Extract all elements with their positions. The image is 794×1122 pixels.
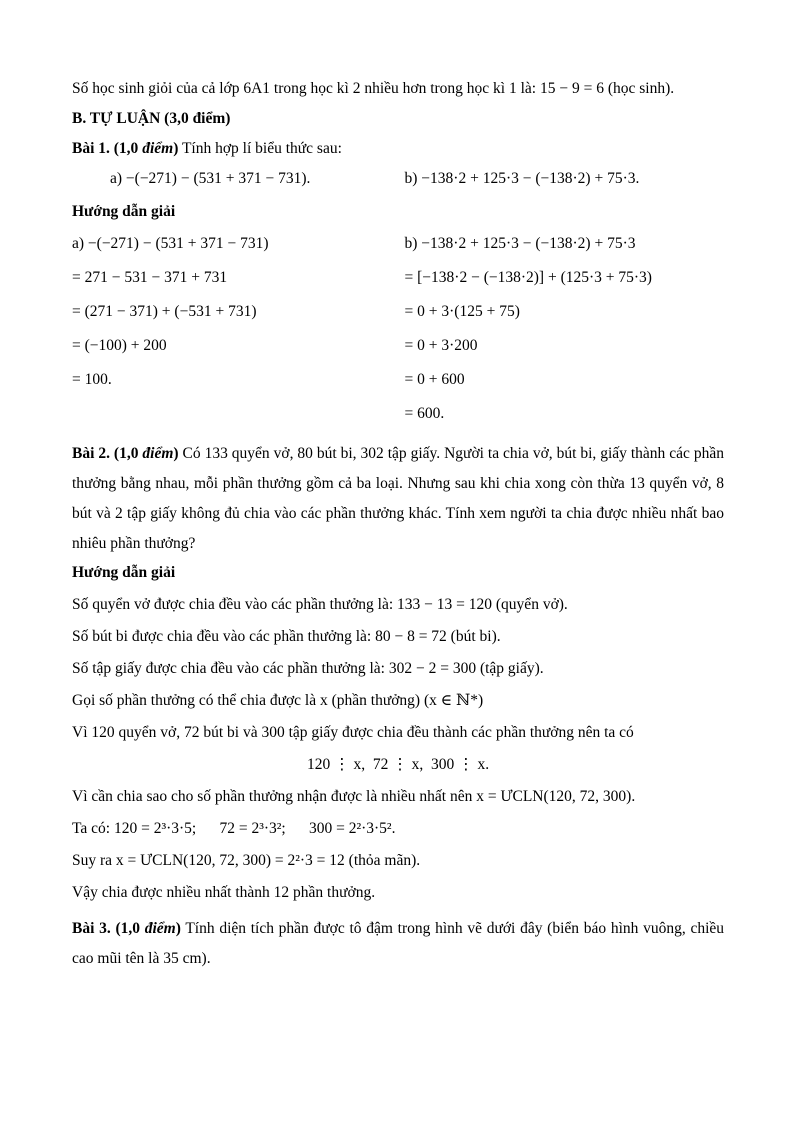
solution-step: = 600. [404, 405, 445, 422]
bai3-label-prefix: Bài 3. (1,0 [72, 920, 145, 937]
bai3-heading [72, 914, 724, 974]
bai1-solution-b [405, 233, 724, 437]
bai1-prompt: Tính hợp lí biểu thức sau: [178, 140, 342, 157]
solution-step: = (271 − 371) + (−531 + 731) [72, 303, 257, 320]
solution-line: Số quyển vở được chia đều vào các phần thưởng là: 133 − 13 = 120 (quyển vở). [72, 596, 568, 613]
solution-line: Vì cần chia sao cho số phần thưởng nhận được là nhiều nhất nên x = ƯCLN(120, 72, 300). [72, 788, 636, 805]
expression-b-text: b) −138·2 + 125·3 − (−138·2) + 75·3. [404, 170, 640, 187]
solution-step: b) −138·2 + 125·3 − (−138·2) + 75·3 [404, 235, 636, 252]
bai1-label-prefix: Bài 1. (1,0 [72, 140, 143, 157]
bai1-solution [72, 233, 724, 437]
solution-step: = [−138·2 − (−138·2)] + (125·3 + 75·3) [404, 269, 652, 286]
solution-step: a) −(−271) − (531 + 371 − 731) [72, 235, 269, 252]
bai1-expression-b [405, 168, 724, 189]
bai2-guide-heading: Hướng dẫn giải [72, 564, 176, 581]
bai1-label-suffix: ) [173, 140, 179, 157]
solution-step: = 0 + 600 [404, 371, 465, 388]
bai1-guide-heading: Hướng dẫn giải [72, 203, 176, 220]
solution-step: = 100. [72, 371, 112, 388]
bai2-label-italic: điểm [142, 445, 174, 462]
intro-text: Số học sinh giỏi của cả lớp 6A1 trong học kì 2 nhiều hơn trong học kì 1 là: 15 − 9 = 6 (học sinh). [72, 80, 675, 97]
solution-step: = 0 + 3·(125 + 75) [404, 303, 520, 320]
section-b-heading: B. TỰ LUẬN (3,0 điểm) [72, 110, 231, 127]
solution-line: Vậy chia được nhiều nhất thành 12 phần thưởng. [72, 884, 376, 901]
bai3-label-italic: điểm [144, 920, 176, 937]
solution-step: = 271 − 531 − 371 + 731 [72, 269, 228, 286]
bai2-prompt: Có 133 quyển vở, 80 bút bi, 302 tập giấy. Người ta chia vở, bút bi, giấy thành các phần thưởng bằng nhau, mỗi phần thưởng gồm cả ba loại. Nhưng sau khi chia xong còn thừa 13 quyển vở, 8 bút và 2 tập giấy không đủ chia vào các phần thưởng khác. Tính xem người ta chia được nhiều nhất bao nhiêu phần thưởng? [72, 445, 724, 552]
expression-a-text: a) −(−271) − (531 + 371 − 731). [110, 170, 311, 187]
bai1-solution-a [72, 233, 405, 403]
bai2-label-prefix: Bài 2. (1,0 [72, 445, 143, 462]
solution-step: = (−100) + 200 [72, 337, 167, 354]
divisibility-line: 120 ⋮ x, 72 ⋮ x, 300 ⋮ x. [306, 756, 490, 773]
bai2-label [72, 445, 179, 462]
bai3-label-suffix: ) [175, 920, 181, 937]
solution-line: Vì 120 quyển vở, 72 bút bi và 300 tập giấy được chia đều thành các phần thưởng nên ta có [72, 724, 634, 741]
bai2-heading [72, 439, 724, 559]
solution-line: Ta có: 120 = 2³·3·5; 72 = 2³·3²; 300 = 2²·3·5². [72, 820, 396, 837]
bai2-solution [72, 594, 724, 903]
bai1-label-italic: điểm [142, 140, 174, 157]
solution-line: Số bút bi được chia đều vào các phần thưởng là: 80 − 8 = 72 (bút bi). [72, 628, 501, 645]
solution-line: Suy ra x = ƯCLN(120, 72, 300) = 2²·3 = 12 (thỏa mãn). [72, 852, 421, 869]
bai1-label [72, 140, 178, 157]
bai2-label-suffix: ) [173, 445, 179, 462]
bai3-label [72, 920, 181, 937]
bai1-heading [72, 138, 724, 159]
solution-line: Số tập giấy được chia đều vào các phần thưởng là: 302 − 2 = 300 (tập giấy). [72, 660, 544, 677]
solution-line: Gọi số phần thưởng có thể chia được là x (phần thưởng) (x ∈ ℕ*) [72, 692, 484, 709]
bai3-prompt: Tính diện tích phần được tô đậm trong hình vẽ dưới đây (biển báo hình vuông, chiều cao mũi tên là 35 cm). [72, 920, 725, 967]
bai1-expression-a [72, 168, 405, 189]
bai1-expressions-row [72, 168, 724, 189]
solution-step: = 0 + 3·200 [404, 337, 478, 354]
